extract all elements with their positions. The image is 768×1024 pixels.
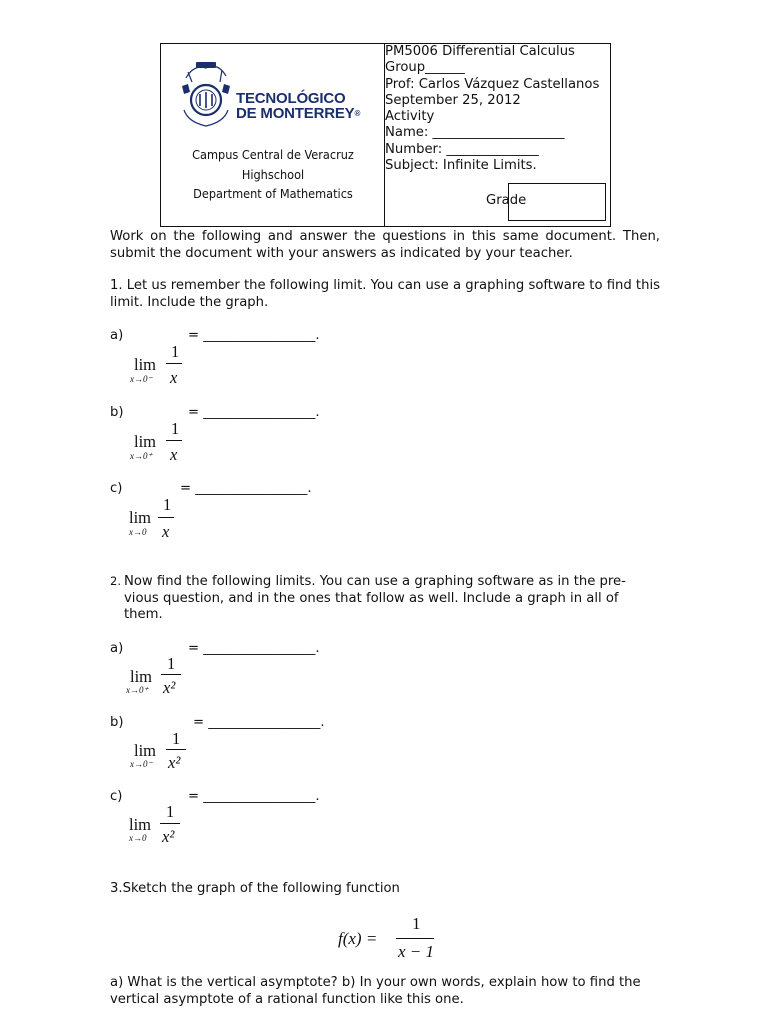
- q3-function-den: x − 1: [398, 942, 435, 961]
- q1c-answer-blank[interactable]: = _________________.: [180, 481, 312, 496]
- q2a-lim: lim: [130, 667, 153, 686]
- q1c-label: c): [110, 481, 123, 496]
- department-name: Department of Mathematics: [193, 186, 353, 201]
- q2a-den: x²: [163, 678, 176, 697]
- q1b-den: x: [170, 445, 178, 464]
- professor: Prof: Carlos Vázquez Castellanos: [385, 76, 600, 92]
- q2a-label: a): [110, 641, 124, 656]
- intro-text: Work on the following and answer the questions in this same document. Then, submit the document with your answers as indicated by your teacher.: [110, 229, 660, 261]
- q1b-num: 1: [171, 419, 180, 438]
- q1-text: 1. Let us remember the following limit. You can use a graphing software to find this limit. Include the graph.: [110, 278, 660, 310]
- school-name: Highschool: [241, 166, 305, 182]
- q3-fraction-bar: [396, 938, 434, 939]
- q2c-den: x²: [162, 827, 175, 846]
- q1b-answer-blank[interactable]: = _________________.: [188, 405, 320, 420]
- q1a-num: 1: [171, 342, 180, 361]
- q3-question: a) What is the vertical asymptote? b) In your own words, explain how to find the vertical asymptote of a rational function like this one.: [110, 975, 641, 1007]
- q1a-sub: x→0⁻: [130, 374, 153, 384]
- q1c-lim: lim: [129, 508, 152, 527]
- subject: Subject: Infinite Limits.: [385, 158, 537, 174]
- q2b-answer-blank[interactable]: = _________________.: [193, 715, 325, 730]
- q1b-lim: lim: [134, 432, 157, 451]
- q1b-sub: x→0⁺: [130, 451, 153, 461]
- q2b-num: 1: [172, 729, 181, 748]
- q2a-fraction-bar: [161, 674, 181, 675]
- q2-text: Now find the following limits. You can use a graphing software as in the pre-vious question, and in the ones that follow as well. Include a graph in all of them.: [124, 574, 626, 622]
- name-field[interactable]: Name: ____________________: [385, 125, 565, 141]
- q2c-sub: x→0: [129, 833, 147, 843]
- q3-function-lhs: f(x) =: [338, 929, 378, 948]
- q2a-answer-blank[interactable]: = _________________.: [188, 641, 320, 656]
- course-info: [385, 44, 599, 174]
- q2c-num: 1: [166, 802, 175, 821]
- q2c-answer-blank[interactable]: = _________________.: [188, 789, 320, 804]
- q3-text: 3.Sketch the graph of the following function: [110, 881, 400, 896]
- q1b-label: b): [110, 405, 124, 420]
- q2b-fraction-bar: [166, 749, 186, 750]
- q3-function-num: 1: [412, 914, 421, 933]
- q1c-sub: x→0: [129, 527, 147, 537]
- q1a-fraction-bar: [166, 363, 182, 364]
- campus-name: Campus Central de Veracruz: [192, 147, 354, 162]
- q1b-fraction-bar: [166, 440, 182, 441]
- q2b-den: x²: [168, 753, 181, 772]
- q1a-label: a): [110, 328, 124, 343]
- course-title: PM5006 Differential Calculus: [385, 44, 575, 59]
- q2b-lim: lim: [134, 741, 157, 760]
- q2b-sub: x→0⁻: [130, 759, 153, 769]
- q2c-lim: lim: [129, 815, 152, 834]
- date: September 25, 2012: [385, 92, 521, 108]
- q1c-num: 1: [163, 495, 172, 514]
- q2a-num: 1: [167, 654, 176, 673]
- q2c-label: c): [110, 789, 123, 804]
- logo-line1: TECNOLÓGICO: [236, 90, 346, 107]
- q1a-answer-blank[interactable]: = _________________.: [188, 328, 320, 343]
- grade-label: Grade: [486, 193, 527, 208]
- q1a-lim: lim: [134, 355, 157, 374]
- logo-line2: DE MONTERREY®: [236, 105, 361, 122]
- q1c-den: x: [162, 522, 170, 541]
- number-field[interactable]: Number: ______________: [385, 141, 539, 157]
- q2-number: 2.: [110, 574, 121, 588]
- q1a-den: x: [170, 368, 178, 387]
- activity-label: Activity: [385, 109, 435, 125]
- q2b-label: b): [110, 715, 124, 730]
- campus-block: [163, 145, 383, 204]
- group-field[interactable]: Group______: [385, 60, 465, 76]
- q2c-fraction-bar: [160, 823, 180, 824]
- q2a-sub: x→0⁺: [126, 685, 149, 695]
- tec-crest-icon: [178, 58, 234, 130]
- q1c-fraction-bar: [158, 517, 174, 518]
